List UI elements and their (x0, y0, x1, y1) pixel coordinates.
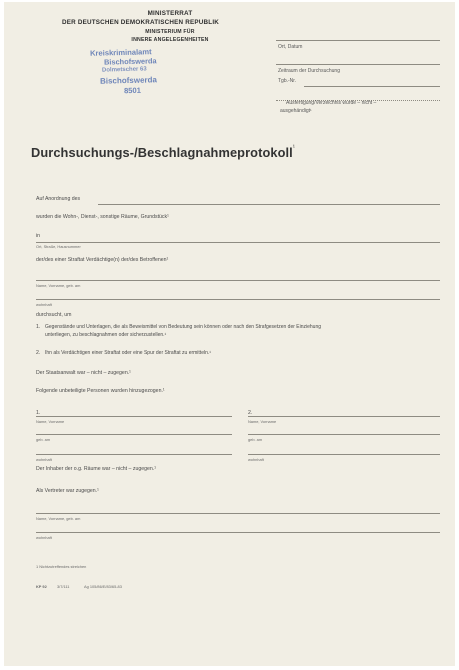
item-1-num: 1. (36, 324, 41, 330)
address-label: Ort, Straße, Hausnummer (36, 244, 81, 249)
form-title (31, 145, 295, 160)
header-ministerrat: MINISTERRAT (147, 10, 193, 17)
stamp-line-1: Kreiskriminalamt (89, 47, 152, 58)
item-2-text: Ihn als Verdächtigen einer Straftat oder eine Spur der Straftat zu ermitteln.¹ (45, 350, 211, 356)
journal-no-label: Tgb.-Nr. (278, 78, 297, 84)
header-innere: INNERE ANGELEGENHEITEN (131, 37, 209, 43)
period-label: Zeitraum der Durchsuchung (278, 68, 340, 74)
rep-name-line[interactable] (36, 513, 440, 514)
person-2-residence-label: wohnhaft (248, 457, 264, 462)
form-page (4, 2, 455, 666)
suspect-text: der/des einer Straftat Verdächtige(n) der/des Betroffenen¹ (36, 257, 169, 263)
name-label: Name, Vorname, geb. am (36, 283, 81, 288)
person-2-residence-line[interactable] (248, 454, 440, 455)
copy-note-1: Ausfertigung/Verzeichnis wurde – nicht – (286, 100, 377, 106)
form-no-left: KP 92 (36, 584, 47, 589)
rep-residence-label: wohnhaft (36, 535, 52, 540)
person-1-residence-label: wohnhaft (36, 457, 52, 462)
person-2-born-line[interactable] (248, 434, 440, 435)
copy-note-2: ausgehändigt¹ (280, 108, 312, 114)
form-title-mark: ¹ (292, 145, 295, 151)
order-by-line[interactable] (98, 204, 440, 205)
journal-no-line[interactable] (304, 86, 440, 87)
form-no-middle: 3/7/111 (57, 584, 70, 589)
person-1-num: 1. (36, 410, 41, 416)
residence-label: wohnhaft (36, 302, 52, 307)
header-ddr: DER DEUTSCHEN DEMOKRATISCHEN REPUBLIK (62, 19, 220, 26)
owner-text: Der Inhaber der o.g. Räume war – nicht – zugegen.¹ (36, 466, 156, 472)
person-2-born-label: geb. am (248, 437, 263, 442)
footnote: 1 Nichtzutreffendes streichen (36, 564, 87, 569)
person-1-born-line[interactable] (36, 434, 232, 435)
period-line[interactable] (276, 64, 440, 65)
address-line[interactable] (36, 242, 440, 243)
item-2-num: 2. (36, 350, 41, 356)
person-2-num: 2. (248, 410, 253, 416)
item-1-line-1: Gegenstände und Unterlagen, die als Beweismittel von Bedeutung sein können oder nach den Strafgesetzen der Einziehung (45, 324, 322, 330)
item-1-line-2: unterliegen, zu beschlagnahmen oder sicherzustellen.¹ (45, 332, 167, 338)
prosecutor-text: Der Staatsanwalt war – nicht – zugegen.¹ (36, 370, 131, 376)
stamp-line-4: Bischofswerda (99, 75, 158, 86)
rep-residence-line[interactable] (36, 532, 440, 533)
header-ministerium: MINISTERIUM FÜR (145, 29, 195, 35)
place-date-label: Ort, Datum (278, 44, 303, 50)
order-by-text: Auf Anordnung des (36, 196, 81, 202)
rep-name-label: Name, Vorname, geb. am (36, 516, 81, 521)
in-text: in (36, 233, 41, 239)
residence-line[interactable] (36, 299, 440, 300)
person-2-name-line[interactable] (248, 416, 440, 417)
place-date-line[interactable] (276, 40, 440, 41)
stamp-line-5: 8501 (123, 85, 142, 96)
witnesses-text: Folgende unbeteiligte Personen wurden hinzugezogen.¹ (36, 388, 165, 394)
person-2-name-label: Name, Vorname (248, 419, 277, 424)
person-1-born-label: geb. am (36, 437, 51, 442)
name-line[interactable] (36, 280, 440, 281)
form-title-text: Durchsuchungs-/Beschlagnahmeprotokoll (31, 145, 293, 160)
representative-text: Als Vertreter war zugegen.¹ (36, 488, 99, 494)
stamp-line-2: Bischofswerda (103, 56, 157, 67)
person-1-name-line[interactable] (36, 416, 232, 417)
premises-text: wurden die Wohn-, Dienst-, sonstige Räume, Grundstück¹ (36, 214, 169, 220)
stamp-line-3: Dolmetscher 63 (101, 66, 147, 74)
person-1-residence-line[interactable] (36, 454, 232, 455)
form-no-right: Ag 105/86/E/83/65-83 (84, 584, 122, 589)
searched-text: durchsucht, um (36, 312, 72, 318)
person-1-name-label: Name, Vorname (36, 419, 65, 424)
